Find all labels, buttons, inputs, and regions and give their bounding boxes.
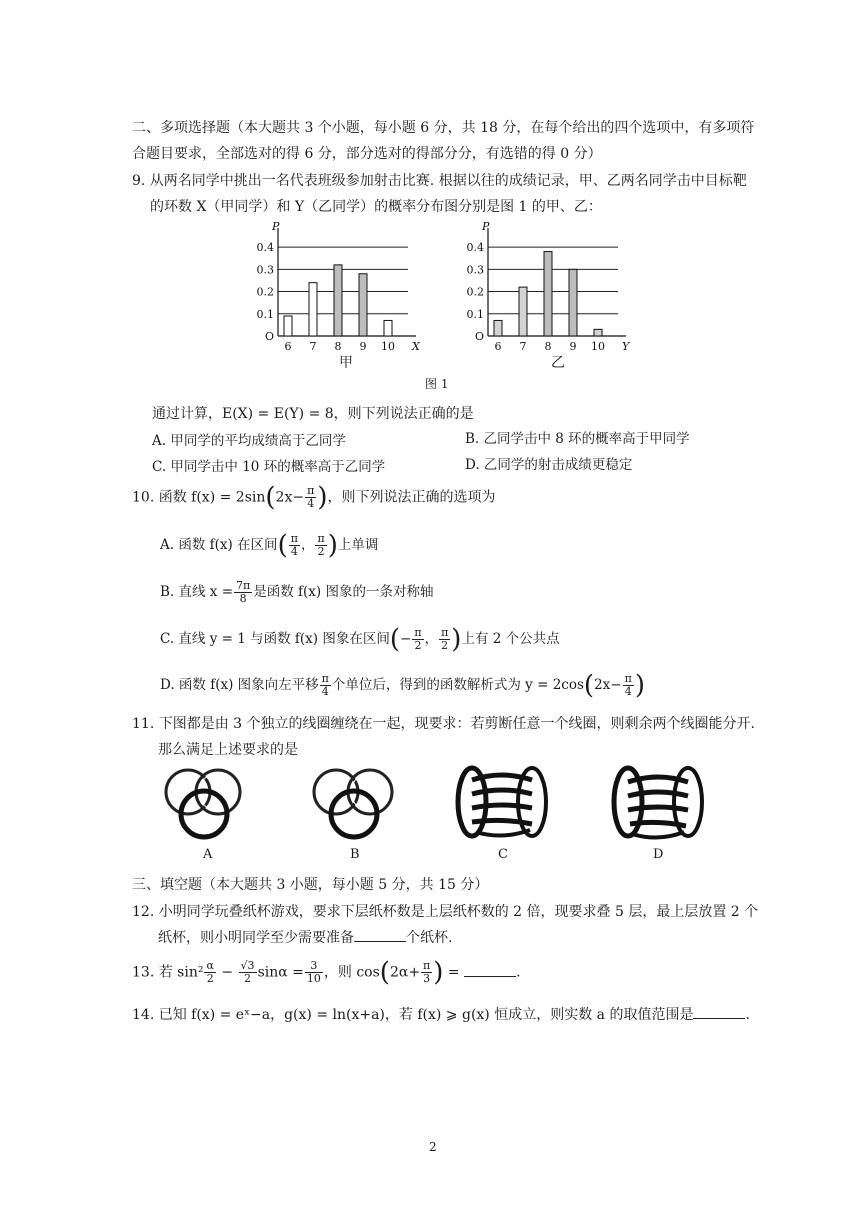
- q10-stem-a: 函数 f(x) = 2sin: [158, 489, 266, 506]
- x-tick-label: 7: [309, 340, 317, 353]
- q10-option-b-text: B. 直线 x =: [160, 584, 234, 600]
- bar: [309, 283, 317, 336]
- q10-number: 10.: [132, 489, 155, 506]
- paren-open: (: [389, 624, 401, 655]
- numerator: α: [206, 959, 214, 972]
- answer-blank[interactable]: [354, 929, 406, 942]
- q10-option-d-mid: 个单位后，得到的函数解析式为 y = 2cos: [331, 677, 584, 693]
- y-tick-label: 0.1: [466, 307, 484, 321]
- y-tick-label: 0.4: [466, 241, 484, 255]
- q9-option-a: A. 甲同学的平均成绩高于乙同学: [152, 433, 346, 449]
- comma: ，: [424, 631, 439, 647]
- denominator: 2: [244, 972, 252, 985]
- fraction: [234, 580, 252, 605]
- fraction: [305, 485, 316, 510]
- denominator: 2: [414, 639, 422, 652]
- q9-option-b: B. 乙同学击中 8 环的概率高于甲同学: [465, 431, 690, 447]
- y-tick-label: 0.2: [256, 285, 274, 299]
- x-tick-label: 10: [591, 340, 605, 353]
- bar: [334, 265, 342, 336]
- x-tick-label: 9: [569, 340, 577, 353]
- x-tick-label: 10: [381, 340, 395, 353]
- q10-option-a: [160, 530, 379, 561]
- q10-option-d-inner: 2x−: [594, 677, 622, 693]
- page-number: 2: [429, 1140, 437, 1154]
- chart-yi-label: 乙: [551, 355, 565, 371]
- figure-label-a: A: [203, 847, 213, 862]
- fraction: [412, 627, 423, 652]
- bar: [569, 269, 577, 336]
- q10-option-d: [160, 670, 645, 701]
- q9-option-c: C. 甲同学击中 10 环的概率高于乙同学: [152, 459, 386, 475]
- numerator: π: [290, 532, 298, 545]
- q10-option-c-text: C. 直线 y = 1 与函数 f(x) 图象在区间: [160, 631, 390, 647]
- answer-blank[interactable]: [464, 964, 516, 977]
- q13-prefix: 13. 若 sin²: [132, 964, 204, 981]
- q9-stem-line1: 9. 从两名同学中挑出一名代表班级参加射击比赛. 根据以往的成绩记录，甲、乙两名同学击中目标靶: [132, 173, 747, 189]
- rings-figure-b: [308, 762, 400, 844]
- bar: [359, 274, 367, 336]
- numerator: π: [441, 626, 449, 639]
- chart-jia-label: 甲: [339, 355, 353, 371]
- fraction: [421, 960, 432, 985]
- numerator: π: [414, 626, 422, 639]
- paren-close: ): [634, 670, 645, 701]
- numerator: π: [624, 672, 632, 685]
- denominator: 8: [239, 592, 247, 605]
- paren-close: ): [327, 530, 338, 561]
- sin-alpha: sinα =: [257, 964, 304, 981]
- q9-after-text: 通过计算，E(X) = E(Y) = 8，则下列说法正确的是: [152, 406, 474, 422]
- q9-stem-line2: 的环数 X（甲同学）和 Y（乙同学）的概率分布图分别是图 1 的甲、乙：: [150, 199, 602, 215]
- q10-option-c: [160, 624, 560, 655]
- figure-label-c: C: [498, 847, 508, 862]
- q10-option-c-tail: 上有 2 个公共点: [461, 631, 560, 647]
- denominator: 10: [306, 972, 321, 985]
- numerator: 7π: [236, 579, 251, 592]
- fraction: [320, 673, 331, 698]
- q12-stem-line1: 12. 小明同学玩叠纸杯游戏，要求下层纸杯数是上层纸杯数的 2 倍，现要求叠 5 层，最上层放置 2 个: [132, 904, 759, 920]
- fraction: [305, 960, 323, 985]
- fraction: [315, 533, 326, 558]
- q10-option-b-tail: 是函数 f(x) 图象的一条对称轴: [253, 584, 434, 600]
- bar: [544, 252, 552, 336]
- q12-stem-tail: 个纸杯.: [406, 930, 453, 946]
- q13-inner: 2α+: [389, 964, 421, 981]
- bar: [494, 320, 502, 336]
- q12-stem-text: 纸杯，则小明同学至少需要准备: [158, 930, 354, 946]
- y-tick-label: 0.4: [256, 241, 274, 255]
- figure-label-b: B: [350, 847, 360, 862]
- equals-sign: =: [443, 964, 465, 981]
- origin-label: O: [264, 330, 274, 343]
- denominator: 2: [206, 972, 214, 985]
- paren-open: (: [379, 957, 390, 988]
- period: .: [745, 1007, 750, 1023]
- q13-then: ，则 cos: [323, 964, 380, 981]
- minus-sign: −: [400, 631, 412, 647]
- denominator: 3: [423, 972, 431, 985]
- denominator: 4: [290, 545, 298, 558]
- comma: ，: [300, 537, 315, 553]
- x-tick-label: 9: [359, 340, 367, 353]
- x-axis-label: Y: [622, 340, 630, 353]
- y-tick-label: 0.3: [256, 263, 274, 277]
- paren-close: ): [317, 482, 328, 513]
- numerator: π: [317, 532, 325, 545]
- y-axis-label: P: [272, 220, 280, 233]
- denominator: 2: [441, 639, 449, 652]
- x-tick-label: 8: [334, 340, 342, 353]
- chart-yi: [460, 218, 630, 368]
- q10-option-a-tail: 上单调: [337, 537, 379, 553]
- bar: [519, 287, 527, 336]
- numerator: π: [423, 959, 431, 972]
- denominator: 4: [624, 685, 632, 698]
- fraction: [289, 533, 300, 558]
- q10-option-a-text: A. 函数 f(x) 在区间: [160, 537, 278, 553]
- paren-close: ): [433, 957, 444, 988]
- rings-figure-d: [608, 762, 708, 844]
- fraction: [204, 960, 215, 985]
- numerator: π: [321, 672, 329, 685]
- answer-blank[interactable]: [693, 1006, 745, 1019]
- rings-figure-a: [160, 762, 250, 844]
- minus-sign: −: [216, 964, 238, 981]
- denominator: 4: [321, 685, 329, 698]
- numerator: 3: [305, 960, 323, 973]
- rings-figure-c: [452, 762, 552, 844]
- q10-stem-b: 2x−: [275, 489, 305, 506]
- fraction: [239, 960, 257, 985]
- y-axis-label: P: [482, 220, 490, 233]
- q12-stem-line2: [158, 927, 452, 947]
- y-tick-label: 0.2: [466, 285, 484, 299]
- origin-label: O: [474, 330, 484, 343]
- x-tick-label: 7: [519, 340, 527, 353]
- q14-stem: [132, 1004, 750, 1024]
- figure-label-d: D: [653, 847, 664, 862]
- paren-open: (: [583, 670, 595, 701]
- chart-jia-plot: [257, 220, 421, 353]
- q14-text: 14. 已知 f(x) = eˣ−a，g(x) = ln(x+a)，若 f(x) ⩾ g(x) 恒成立，则实数 a 的取值范围是: [132, 1007, 694, 1023]
- y-tick-label: 0.1: [256, 307, 274, 321]
- q10-option-b: [160, 580, 433, 605]
- y-tick-label: 0.3: [466, 263, 484, 277]
- section-3-heading: 三、填空题（本大题共 3 小题，每小题 5 分，共 15 分）: [132, 877, 489, 893]
- q13-stem: [132, 957, 521, 988]
- x-tick-label: 6: [494, 340, 502, 353]
- numerator: √3: [240, 959, 255, 972]
- figure-caption: 图 1: [425, 377, 449, 391]
- section-2-heading-cont: 合题目要求，全部选对的得 6 分，部分选对的得部分分，有选错的得 0 分）: [132, 146, 602, 162]
- x-axis-label: X: [412, 340, 420, 353]
- period: .: [516, 964, 521, 981]
- denominator: 4: [307, 497, 315, 510]
- x-tick-label: 8: [544, 340, 552, 353]
- x-tick-label: 6: [284, 340, 292, 353]
- q11-stem-line1: 11. 下图都是由 3 个独立的线圈缠绕在一起，现要求：若剪断任意一个线圈，则剩余两个线圈能分开.: [132, 716, 755, 732]
- fraction: [439, 627, 450, 652]
- bar: [384, 320, 392, 336]
- paren-open: (: [265, 482, 276, 513]
- q10-option-d-text: D. 函数 f(x) 图象向左平移: [160, 677, 319, 693]
- chart-yi-plot: [467, 220, 631, 353]
- q9-option-d: D. 乙同学的射击成绩更稳定: [465, 457, 633, 473]
- numerator: π: [307, 484, 315, 497]
- denominator: 2: [317, 545, 325, 558]
- bar: [594, 329, 602, 336]
- section-2-heading: 二、多项选择题（本大题共 3 个小题，每小题 6 分，共 18 分，在每个给出的四个选项中，有多项符: [132, 120, 755, 136]
- chart-jia: [250, 218, 420, 368]
- paren-open: (: [277, 530, 288, 561]
- bar: [284, 316, 292, 336]
- q11-stem-line2: 那么满足上述要求的是: [158, 742, 298, 758]
- q10-stem-c: ，则下列说法正确的选项为: [327, 489, 496, 506]
- fraction: [623, 673, 634, 698]
- paren-close: ): [451, 624, 462, 655]
- q10-stem: [132, 482, 496, 513]
